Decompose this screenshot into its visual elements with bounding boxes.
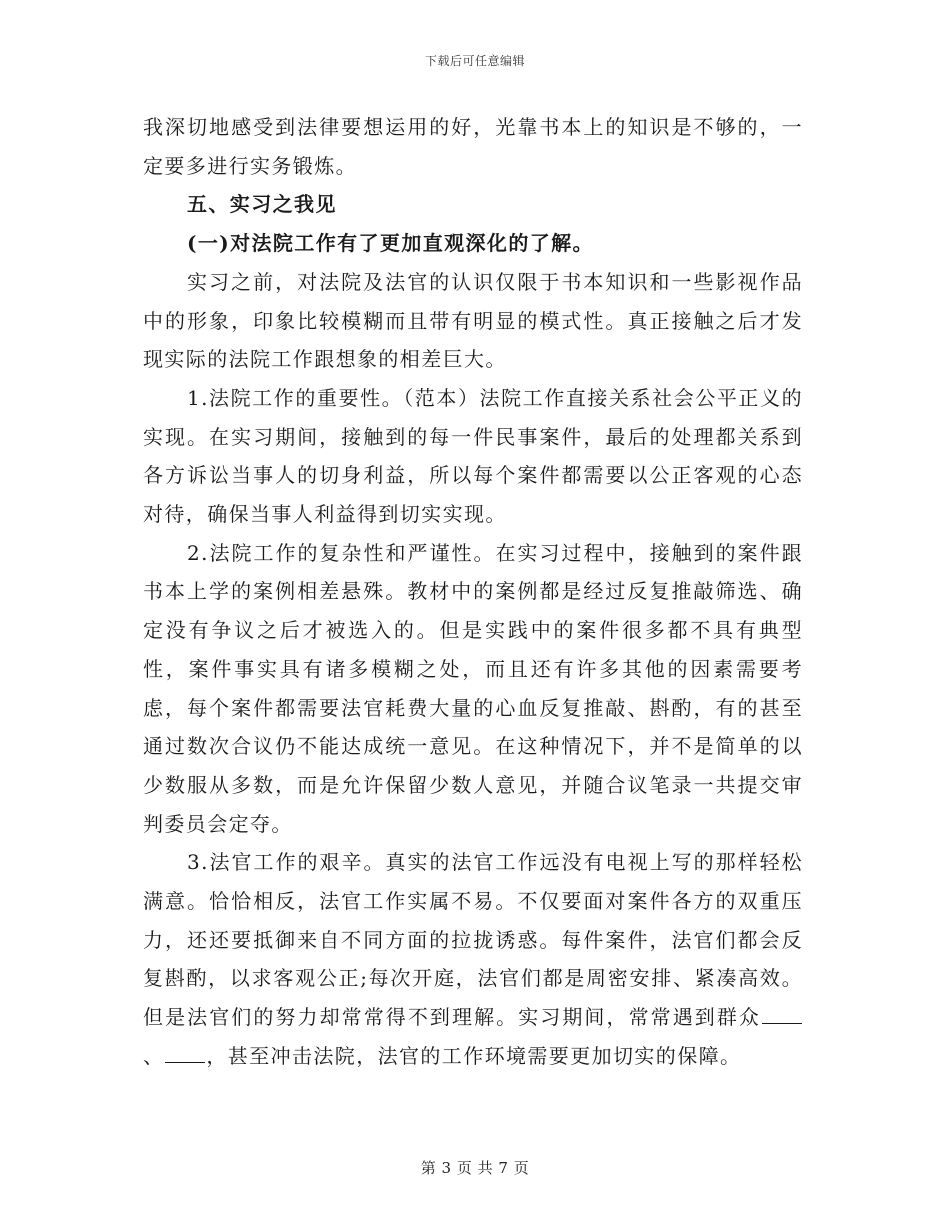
paragraph-point-1: 1.法院工作的重要性。（范本）法院工作直接关系社会公平正义的实现。在实习期间，接触到的每一件民事案件，最后的处理都关系到各方诉讼当事人的切身利益，所以每个案件都需要以公正客观的心态对待，确保当事人利益得到切实实现。	[143, 385, 803, 527]
paragraph-point-3-text-a: 3.法官工作的艰辛。真实的法官工作远没有电视上写的那样轻松满意。恰恰相反，法官工作实属不易。不仅要面对案件各方的双重压力，还还要抵御来自不同方面的拉拢诱惑。每件案件，法官们都会反复斟酌，以求客观公正;每次开庭，法官们都是周密安排、紧凑高效。但是法官们的努力却常常得不到理解。实习期间，常常遇到群众	[143, 850, 803, 1030]
paragraph-point-3-separator: 、	[143, 1043, 165, 1068]
fill-in-blank	[762, 1005, 802, 1024]
subsection-heading: (一)对法院工作有了更加直观深化的了解。	[187, 231, 594, 256]
document-body	[143, 108, 803, 1076]
paragraph-point-2: 2.法院工作的复杂性和严谨性。在实习过程中，接触到的案件跟书本上学的案例相差悬殊。教材中的案例都是经过反复推敲筛选、确定没有争议之后才被选入的。但是实践中的案件很多都不具有典型性，案件事实具有诸多模糊之处，而且还有许多其他的因素需要考虑，每个案件都需要法官耗费大量的心血反复推敲、斟酌，有的甚至通过数次合议仍不能达成统一意见。在这种情况下，并不是简单的以少数服从多数，而是允许保留少数人意见，并随合议笔录一共提交审判委员会定夺。	[143, 540, 803, 836]
section-heading: 五、实习之我见	[187, 192, 337, 217]
paragraph-point-3	[143, 843, 803, 1075]
page-header: 下载后可任意编辑	[424, 54, 525, 68]
paragraph-point-3-text-b: ，甚至冲击法院，法官的工作环境需要更加切实的保障。	[206, 1043, 742, 1068]
paragraph-intro: 实习之前，对法院及法官的认识仅限于书本知识和一些影视作品中的形象，印象比较模糊而且带有明显的模式性。真正接触之后才发现实际的法院工作跟想象的相差巨大。	[143, 269, 803, 372]
page-number: 第 3 页 共 7 页	[420, 1159, 530, 1177]
paragraph-continuation: 我深切地感受到法律要想运用的好，光靠书本上的知识是不够的，一定要多进行实务锻炼。	[143, 115, 803, 178]
fill-in-blank	[165, 1044, 205, 1063]
